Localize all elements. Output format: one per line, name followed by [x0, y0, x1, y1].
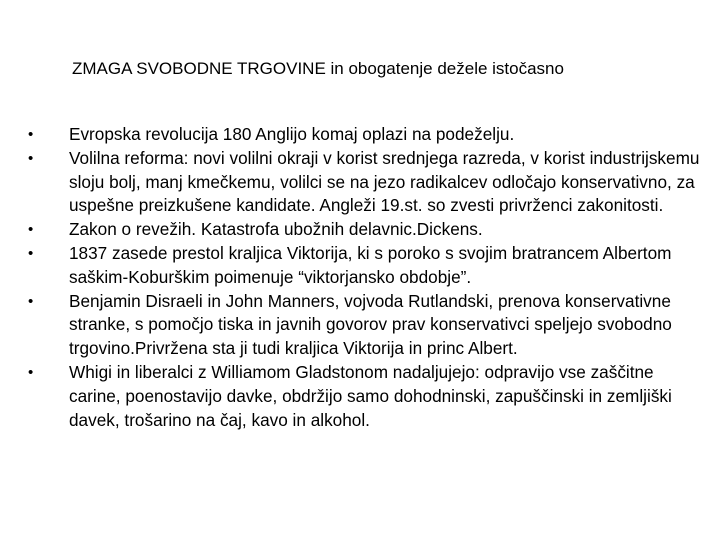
- bullet-dot-icon: •: [28, 126, 34, 143]
- bullet-item: [0, 361, 720, 432]
- bullet-text: Volilna reforma: novi volilni okraji v korist srednjega razreda, v korist industrijskemu sloju bolj, manj kmečkemu, volilci se na jezo radikalcev odločajo konservativno, za uspešne preizkušene kandidate. Angleži 19.st. so zvesti privrženci zakonitosti.: [69, 147, 700, 216]
- bullet-dot-icon: •: [28, 149, 34, 167]
- bullet-item: [0, 290, 720, 361]
- bullet-item: [0, 123, 720, 147]
- bullet-dot-icon: •: [28, 244, 34, 262]
- bullet-item: [0, 242, 720, 290]
- bullet-text: 1837 zasede prestol kraljica Viktorija, ki s poroko s svojim bratrancem Albertom saškim-Koburškim poimenuje “viktorjansko obdobje”.: [69, 242, 672, 287]
- bullet-text: Whigi in liberalci z Williamom Gladstonom nadaljujejo: odpravijo vse zaščitne carine, poenostavijo davke, obdržijo samo dohodninski, zapuščinski in zemljiški davek, trošarino na čaj, kavo in alkohol.: [69, 361, 672, 430]
- bullet-dot-icon: •: [28, 292, 34, 310]
- bullet-text: Benjamin Disraeli in John Manners, vojvoda Rutlandski, prenova konservativne stranke, s pomočjo tiska in javnih govorov prav konservativci speljejo svobodno trgovino.Privržena sta ji tudi kraljica Viktorija in princ Albert.: [69, 290, 672, 359]
- bullet-list: [0, 123, 720, 432]
- bullet-dot-icon: •: [28, 363, 34, 381]
- bullet-text: Evropska revolucija 180 Anglijo komaj oplazi na podeželju.: [69, 124, 515, 144]
- bullet-text: Zakon o revežih. Katastrofa ubožnih delavnic.Dickens.: [69, 219, 483, 240]
- bullet-item: [0, 218, 720, 242]
- slide-title: ZMAGA SVOBODNE TRGOVINE in obogatenje dežele istočasno: [72, 59, 564, 78]
- bullet-dot-icon: •: [28, 221, 34, 239]
- bullet-item: [0, 147, 720, 218]
